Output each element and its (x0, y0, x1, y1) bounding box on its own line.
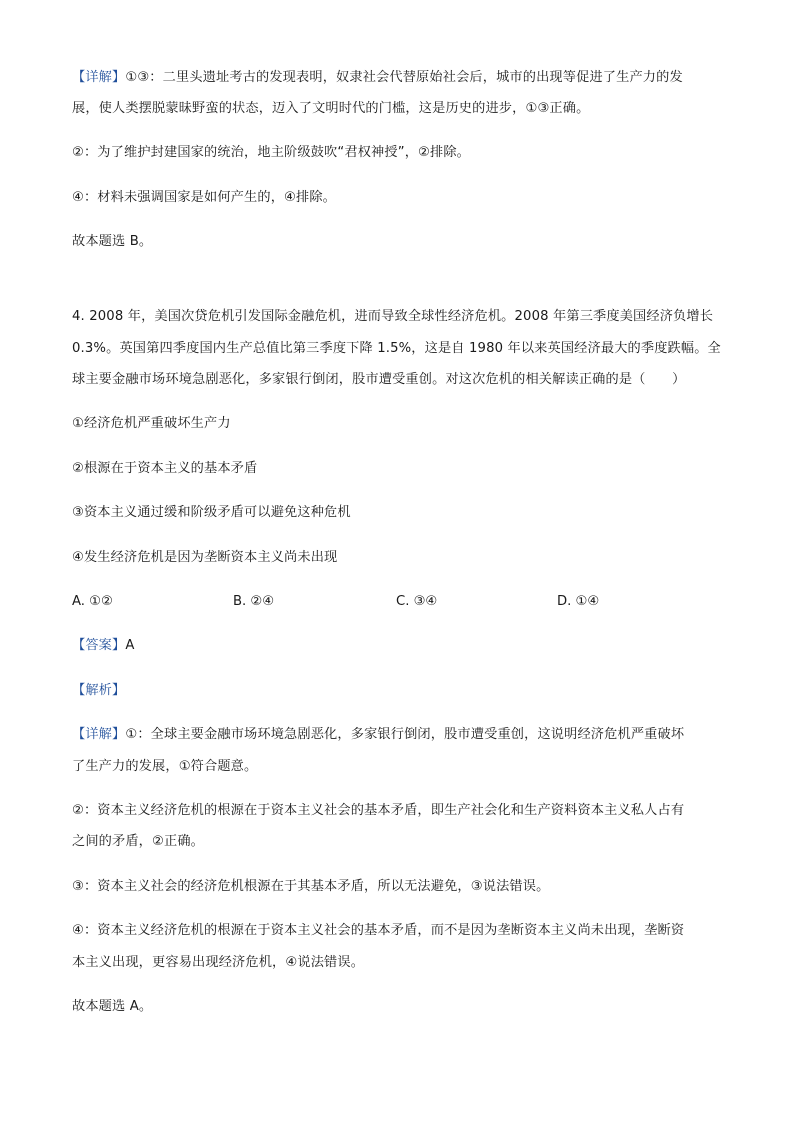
analysis-heading (72, 682, 732, 700)
detail-tag: 【详解】 (72, 70, 126, 85)
question-stem-line-3: 球主要金融市场环境急剧恶化，多家银行倒闭，股市遭受重创。对这次危机的相关解读正确的是（ ） (72, 372, 686, 387)
question-stem-line-2: 0.3%。英国第四季度国内生产总值比第三季度下降 1.5%，这是自 1980 年以来英国经济最大的季度跌幅。全 (72, 341, 721, 356)
question-item-1: ①经济危机严重破坏生产力 (72, 416, 231, 431)
question-item-4: ④发生经济危机是因为垄断资本主义尚未出现 (72, 550, 338, 565)
answer-line (72, 637, 732, 655)
question-stem-line-1: 4. 2008 年，美国次贷危机引发国际金融危机，进而导致全球性经济危机。2008 年第三季度美国经济负增长 (72, 309, 714, 324)
prev-detail-line-4: ④：材料未强调国家是如何产生的，④排除。 (72, 190, 337, 205)
detail-line-3: ②：资本主义经济危机的根源在于资本主义社会的基本矛盾，即生产社会化和生产资料资本主义私人占有 (72, 803, 685, 818)
option-b: B. ②④ (233, 594, 275, 609)
detail-tag: 【详解】 (72, 727, 126, 742)
answer-tag: 【答案】 (72, 638, 126, 653)
question-item-2: ②根源在于资本主义的基本矛盾 (72, 461, 258, 476)
detail-line-2: 了生产力的发展，①符合题意。 (72, 759, 258, 774)
detail-line-7: 本主义出现，更容易出现经济危机，④说法错误。 (72, 955, 365, 970)
prev-detail-line-3: ②：为了维护封建国家的统治，地主阶级鼓吹“君权神授”，②排除。 (72, 145, 471, 160)
detail-line-6: ④：资本主义经济危机的根源在于资本主义社会的基本矛盾，而不是因为垄断资本主义尚未出现，垄断资 (72, 923, 685, 938)
detail-line-1: 【详解】①：全球主要金融市场环境急剧恶化，多家银行倒闭，股市遭受重创，这说明经济危机严重破坏 (72, 727, 685, 742)
conclusion: 故本题选 A。 (72, 999, 153, 1014)
option-d: D. ①④ (557, 594, 600, 609)
option-c: C. ③④ (396, 594, 438, 609)
detail-line-5: ③：资本主义社会的经济危机根源在于其基本矛盾，所以无法避免，③说法错误。 (72, 879, 550, 894)
prev-conclusion: 故本题选 B。 (72, 234, 153, 249)
question-item-3: ③资本主义通过缓和阶级矛盾可以避免这种危机 (72, 505, 351, 520)
prev-detail-line-2: 展，使人类摆脱蒙昧野蛮的状态，迈入了文明时代的门槛，这是历史的进步，①③正确。 (72, 101, 590, 116)
answer-value: A (125, 638, 135, 653)
analysis-tag: 【解析】 (72, 683, 126, 698)
option-a: A. ①② (72, 594, 113, 609)
prev-detail-line-1: 【详解】①③：二里头遗址考古的发现表明，奴隶社会代替原始社会后，城市的出现等促进了生产力的发 (72, 70, 683, 85)
detail-line-4: 之间的矛盾，②正确。 (72, 834, 205, 849)
